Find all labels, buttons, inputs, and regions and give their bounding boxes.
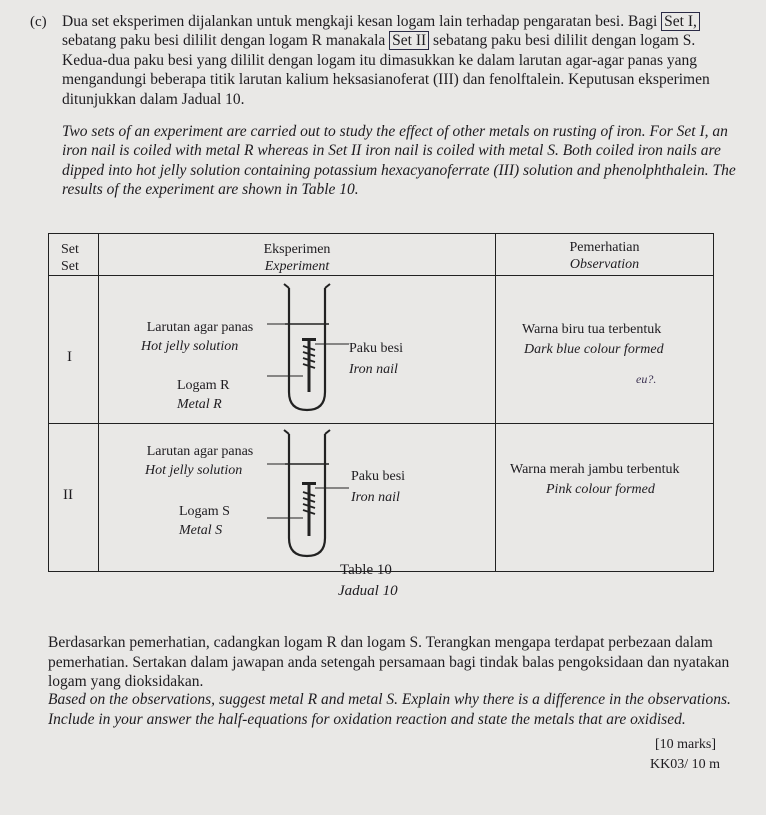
header-exp-ms: Eksperimen [263,242,331,257]
table-row [49,276,714,424]
test-tube-diagram [267,426,357,566]
obs-ms: Warna biru tua terbentuk [522,322,662,337]
set-number: I [67,349,72,365]
metal-label-en: Metal S [179,523,223,538]
intro-malay [62,12,742,109]
metal-label-ms: Logam S [179,504,230,519]
jelly-label-en: Hot jelly solution [145,463,243,478]
obs-ms: Warna merah jambu terbentuk [510,462,680,477]
test-tube-diagram [267,280,357,420]
question-label: (c) [30,14,47,30]
nail-label-en: Iron nail [351,490,400,505]
experiment-cell [99,276,496,424]
observation-cell [496,424,714,572]
table-caption-ms: Jadual 10 [338,583,398,599]
handwritten-scribble: eu?. [636,372,657,386]
nail-label-ms: Paku besi [349,341,404,356]
set-cell [49,424,99,572]
header-experiment [99,234,496,276]
experiment-cell [99,424,496,572]
nail-label-ms: Paku besi [351,469,406,484]
intro-english: Two sets of an experiment are carried out to study the effect of other metals on rusting of iron. For Set I, an iron nail is coiled with metal R whereas in Set II iron nail is coiled with metal S. Both coiled iron nails are dipped into hot jelly solution containing potassium hexacyanoferrate (III) solution and phenolphthalein. The results of the experiment are shown in Table 10. [62,123,736,199]
table-caption-en: Table 10 [340,562,392,578]
nail-label-en: Iron nail [349,362,398,377]
obs-en: Pink colour formed [546,482,655,497]
header-observation [496,234,714,276]
set-i-boxed: Set I, [661,12,700,31]
set-number: II [63,487,73,503]
metal-label-ms: Logam R [177,378,230,393]
intro-malay-part-1: Dua set eksperimen dijalankan untuk mengkaji kesan logam lain terhadap pengaratan besi. Bagi [62,13,662,30]
question-code: KK03/ 10 m [650,757,720,772]
task-english: Based on the observations, suggest metal R and metal S. Explain why there is a difference in the observations. Include in your answer the half-equations for oxidation reaction and state the metals that are oxidised. [48,691,731,728]
header-set-en: Set [61,259,79,274]
header-set [49,234,99,276]
header-set-ms: Set [61,242,79,257]
header-exp-en: Experiment [264,259,330,274]
header-obs-en: Observation [569,257,640,272]
observation-cell [496,276,714,424]
marks-label: [10 marks] [655,737,717,752]
intro-malay-part-3: sebatang paku besi dililit dengan logam S. Kedua-dua paku besi yang dililit dengan logam itu dimasukkan ke dalam larutan agar-agar panas yang mengandungi beberapa titik larutan kalium heksasianoferat (III) dan fenolftalein. Keputusan eksperimen ditunjukkan dalam Jadual 10. [62,32,710,108]
jelly-label-en: Hot jelly solution [141,339,239,354]
metal-label-en: Metal R [177,397,222,412]
header-obs-ms: Pemerhatian [569,240,640,255]
jelly-label-ms: Larutan agar panas [146,320,254,335]
table-row [49,424,714,572]
intro-malay-part-2: sebatang paku besi dililit dengan logam R manakala [62,32,390,50]
set-ii-boxed: Set II [389,31,429,50]
experiment-table [48,233,714,572]
jelly-label-ms: Larutan agar panas [146,444,254,459]
obs-en: Dark blue colour formed [524,342,664,357]
set-cell [49,276,99,424]
table-header-row [49,234,714,276]
task-malay: Berdasarkan pemerhatian, cadangkan logam R dan logam S. Terangkan mengapa terdapat perbezaan dalam pemerhatian. Sertakan dalam jawapan anda setengah persamaan bagi tindak balas pengoksidaan dan nyatakan logam yang dioksidakan. [48,634,730,690]
